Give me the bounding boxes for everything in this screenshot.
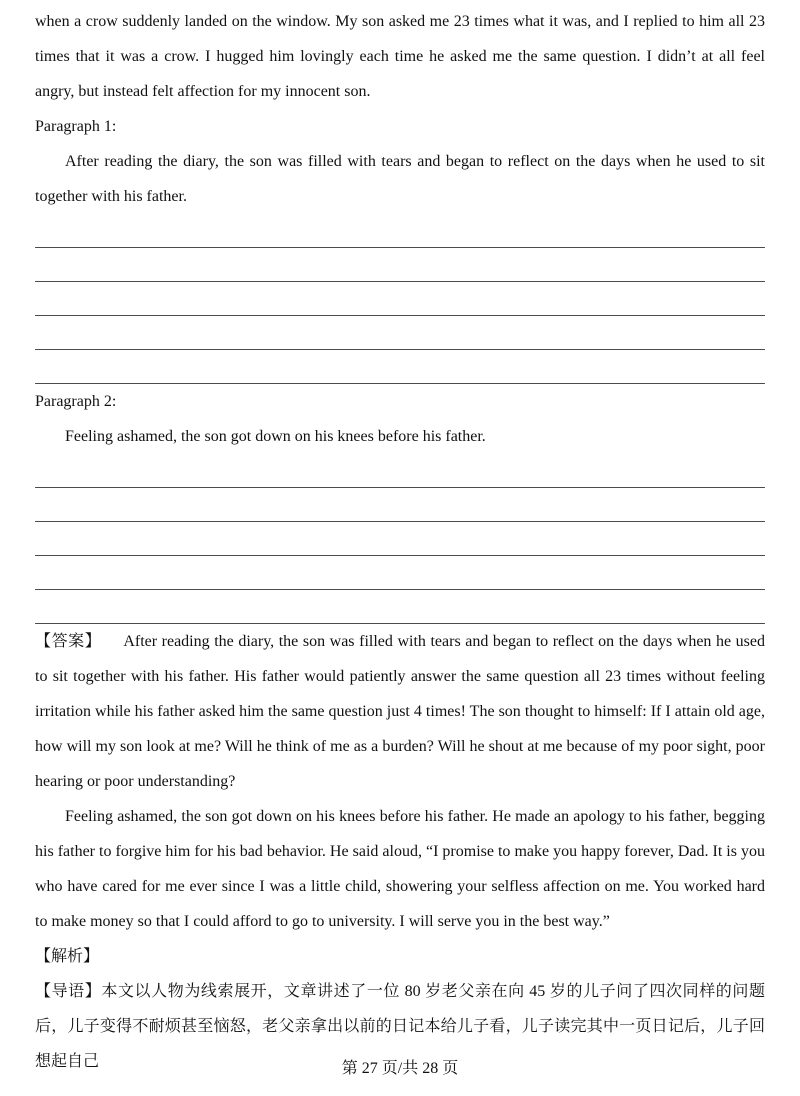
paragraph2-heading: Paragraph 2: (35, 393, 117, 410)
answer-paragraph-1-text: After reading the diary, the son was filled with tears and began to reflect on the days when he used to sit together with his father. His father would patiently answer the same question all 23 times without feeling irritation while his father asked him the same question just 4 times! The son thought to himself: If I attain old age, how will my son look at me? Will he think of me as a burden? Will he shout at me because of my poor sight, poor hearing or poor understanding? (35, 633, 765, 790)
page-number-footer: 第 27 页/共 28 页 (341, 1060, 459, 1077)
paragraph1-writing-lines (35, 214, 765, 384)
paragraph1-heading: Paragraph 1: (35, 118, 117, 135)
guide-text: 本文以人物为线索展开，文章讲述了一位 80 岁老父亲在向 45 岁的儿子问了四次同样的问题后，儿子变得不耐烦甚至恼怒，老父亲拿出以前的日记本给儿子看，儿子读完其中一页日记后，儿子回想起自己 (35, 983, 765, 1070)
writing-line (35, 590, 765, 624)
paragraph2-writing-lines (35, 454, 765, 624)
writing-line (35, 316, 765, 350)
writing-line (35, 454, 765, 488)
answer-label: 【答案】 (35, 633, 102, 650)
writing-line (35, 248, 765, 282)
analysis-label: 【解析】 (35, 948, 100, 965)
writing-line (35, 556, 765, 590)
guide-label: 【导语】 (35, 983, 102, 1000)
paragraph2-prompt: Feeling ashamed, the son got down on his knees before his father. (65, 428, 486, 445)
intro-paragraph: when a crow suddenly landed on the window. My son asked me 23 times what it was, and I replied to him all 23 times that it was a crow. I hugged him lovingly each time he asked me the same question. I didn’t at all feel angry, but instead felt affection for my innocent son. (35, 13, 765, 100)
writing-line (35, 214, 765, 248)
paragraph1-prompt: After reading the diary, the son was filled with tears and began to reflect on the days when he used to sit together with his father. (35, 153, 765, 205)
writing-line (35, 522, 765, 556)
answer-paragraph-1 (35, 624, 765, 799)
writing-line (35, 282, 765, 316)
answer-paragraph-2: Feeling ashamed, the son got down on his knees before his father. He made an apology to his father, begging his father to forgive him for his bad behavior. He said aloud, “I promise to make you happy forever, Dad. It is you who have cared for me ever since I was a little child, showering your selfless affection on me. You worked hard to make money so that I could afford to go to university. I will serve you in the best way.” (35, 808, 765, 930)
writing-line (35, 350, 765, 384)
writing-line (35, 488, 765, 522)
